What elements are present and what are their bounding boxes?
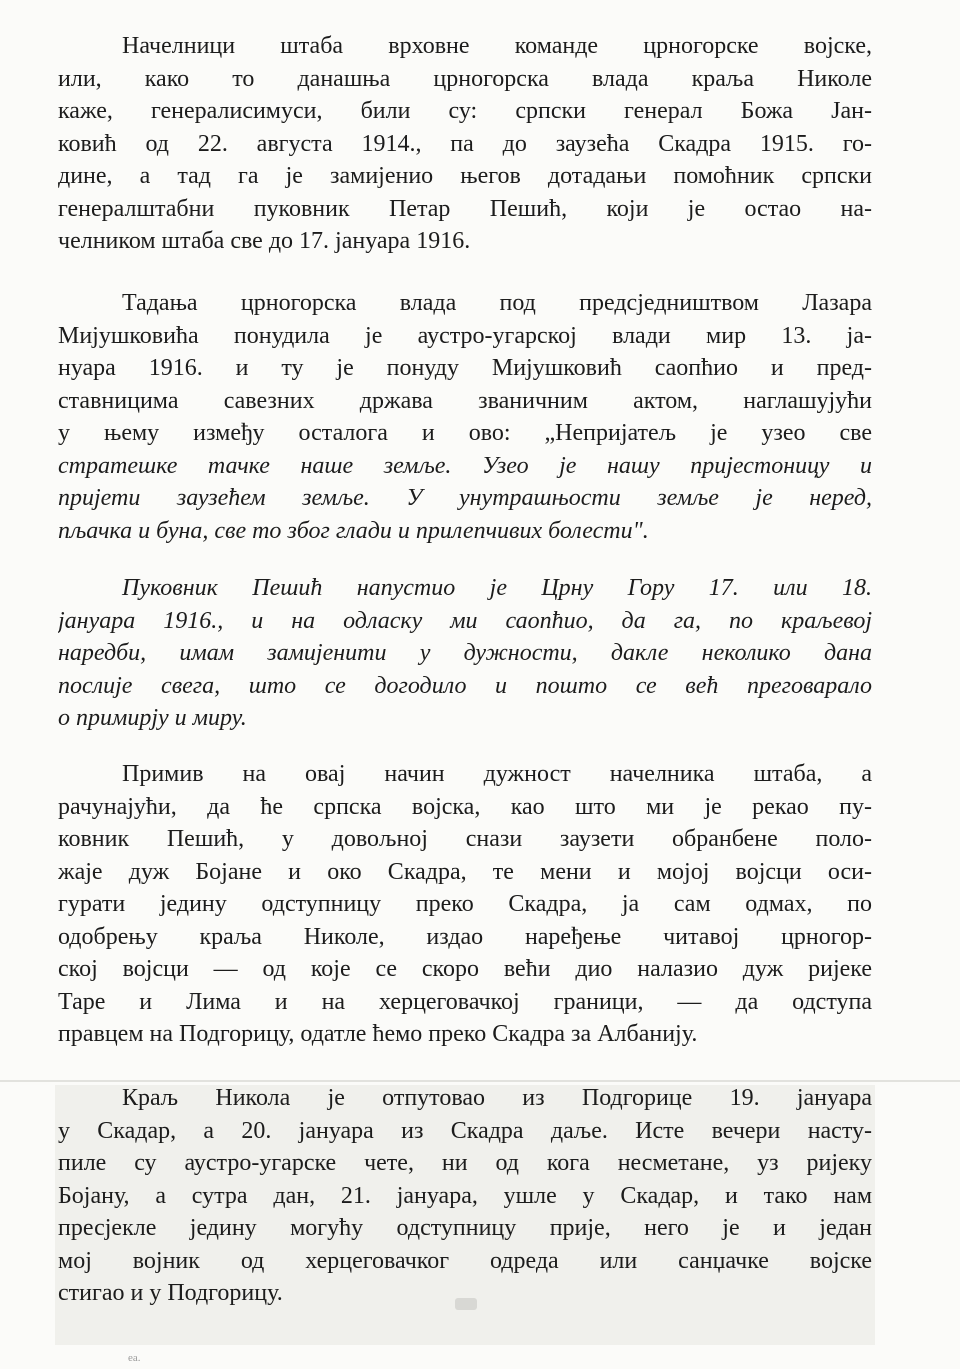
text-line: у Скадар, а 20. јануара из Скадра даље. Исте вечери насту- xyxy=(58,1117,872,1144)
text-line: Пуковник Пешић напустио је Црну Гору 17. или 18. xyxy=(122,575,872,601)
text-line: пиле су аустро-угарске чете, ни од кога несметане, уз ријеку xyxy=(58,1150,872,1176)
text-line: Мијушковића понудила је аустро-угарској влади мир 13. ја- xyxy=(58,322,872,349)
paragraph-1 xyxy=(58,30,872,258)
text-line: рачунајући, да ће српска војска, као што ми је рекао пу- xyxy=(58,793,872,820)
text-line: Краљ Никола је отпутовао из Подгорице 19. јануара xyxy=(122,1085,872,1111)
paragraph-4 xyxy=(58,758,872,1051)
text-line: ској војсци — од које се скоро већи дио налазио дуж ријеке xyxy=(58,956,872,982)
footer-mark: ea. xyxy=(128,1352,141,1364)
text-line: стигао и у Подгорицу. xyxy=(58,1280,283,1306)
text-line: каже, генералисимуси, били су: српски генерал Божа Јан- xyxy=(58,98,872,124)
text-line: или, како то данашња црногорска влада краља Николе xyxy=(58,65,872,92)
text-line: пресјекле једину могућу одступницу прије, него је и један xyxy=(58,1215,872,1241)
text-line: гурати једину одступницу преко Скадра, ја сам одмах, по xyxy=(58,891,872,917)
scan-smudge xyxy=(455,1298,477,1310)
text-line: наредби, имам замијенити у дужности, дакле неколико дана xyxy=(58,640,872,666)
text-line: одобрењу краља Николе, издао наређење читавој црногор- xyxy=(58,923,872,950)
text-line: челником штаба све до 17. јануара 1916. xyxy=(58,228,471,254)
text-line: ковник Пешић, у довољној снази заузети обранбене поло- xyxy=(58,826,872,852)
text-line: пријети заузећем земље. У унутрашњости земље је неред, xyxy=(58,485,872,511)
text-line: Бојану, а сутра дан, 21. јануара, ушле у Скадар, и тако нам xyxy=(58,1182,872,1209)
text-line: у њему између осталога и ово: „Непријатељ је узео све xyxy=(58,420,872,446)
text-line: правцем на Подгорицу, одатле ћемо преко Скадра за Албанију. xyxy=(58,1021,698,1047)
text-line: Тадања црногорска влада под предсједништвом Лазара xyxy=(122,290,872,316)
text-line: нуара 1916. и ту је понуду Мијушковић саопћио и пред- xyxy=(58,355,872,381)
text-line: ковић од 22. августа 1914., па до заузећа Скадра 1915. го- xyxy=(58,130,872,157)
text-line: Начелници штаба врховне команде црногорске војске, xyxy=(122,33,872,59)
text-line: жаје дуж Бојане и око Скадра, те мени и мојој војсци оси- xyxy=(58,858,872,885)
text-line: послије свега, што се догодило и пошто се већ преговарало xyxy=(58,672,872,699)
text-line: мој војник од херцеговачког одреда или санџачке војске xyxy=(58,1247,872,1274)
text-line: пљачка и буна, све то због глади и прилепчивих болести". xyxy=(58,517,649,544)
text-line: стратешке тачке наше земље. Узео је нашу пријестоницу и xyxy=(58,452,872,479)
text-line: дине, а тад га је замијенио његов дотадањи помоћник српски xyxy=(58,163,872,189)
paragraph-5 xyxy=(58,1082,872,1310)
paragraph-2 xyxy=(58,287,872,547)
text-line: Таре и Лима и на херцеговачкој граници, — да одступа xyxy=(58,988,872,1015)
text-line: Примив на овај начин дужност начелника штаба, а xyxy=(122,761,872,787)
text-line: јануара 1916., и на одласку ми саопћио, да га, по краљевој xyxy=(58,607,872,634)
paragraph-3 xyxy=(58,572,872,735)
text-line: ставницима савезних држава званичним актом, наглашујући xyxy=(58,387,872,414)
text-line: о примирју и миру. xyxy=(58,705,247,731)
text-line: генералштабни пуковник Петар Пешић, који је остао на- xyxy=(58,195,872,222)
